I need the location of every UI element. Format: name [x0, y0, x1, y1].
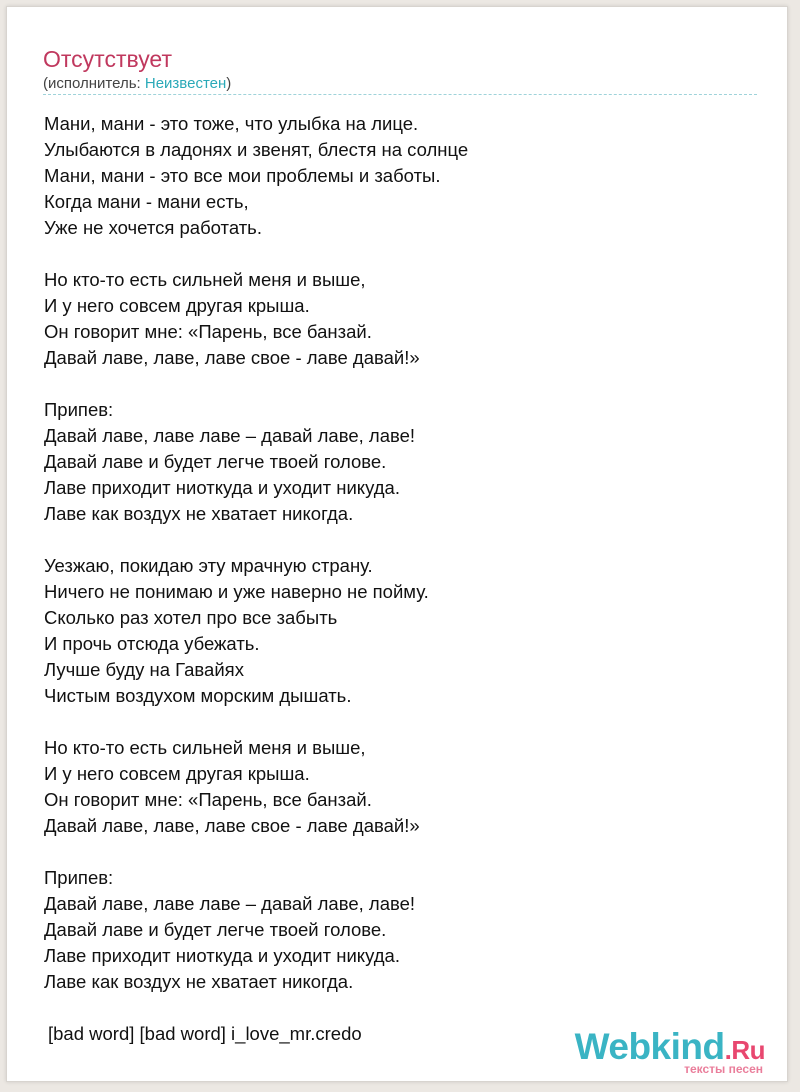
lyric-line: Давай лаве и будет легче твоей голове. [44, 919, 387, 940]
lyric-line: Давай лаве, лаве лаве – давай лаве, лаве! [44, 425, 416, 446]
lyric-line: И прочь отсюда убежать. [44, 633, 260, 654]
stanza-break [44, 371, 744, 397]
lyric-line: Давай лаве, лаве, лаве свое - лаве давай!» [44, 347, 420, 368]
lyric-line: Уезжаю, покидаю эту мрачную страну. [44, 555, 373, 576]
lyric-line: Припев: [44, 399, 114, 420]
logo-subtitle: тексты песен [684, 1062, 763, 1076]
performer-line [43, 74, 231, 94]
song-title: Отсутствует [43, 46, 172, 72]
lyric-line: И у него совсем другая крыша. [44, 295, 310, 316]
lyric-line: Но кто-то есть сильней меня и выше, [44, 737, 366, 758]
lyric-line: Лаве как воздух не хватает никогда. [44, 971, 354, 992]
lyric-line: И у него совсем другая крыша. [44, 763, 310, 784]
lyric-line: Он говорит мне: «Парень, все банзай. [44, 789, 372, 810]
title-divider [43, 94, 757, 95]
performer-suffix: ) [226, 75, 232, 92]
credits-text: [bad word] [bad word] i_love_mr.credo [48, 1023, 362, 1044]
lyrics-page [6, 6, 788, 1082]
lyric-line: Но кто-то есть сильней меня и выше, [44, 269, 366, 290]
lyric-line: Ничего не понимаю и уже наверно не пойму. [44, 581, 429, 602]
lyric-line: Давай лаве и будет легче твоей голове. [44, 451, 387, 472]
lyric-line: Лаве как воздух не хватает никогда. [44, 503, 354, 524]
performer-link[interactable]: Неизвестен [144, 75, 227, 92]
lyric-line: Он говорит мне: «Парень, все банзай. [44, 321, 372, 342]
lyric-line: Мани, мани - это все мои проблемы и заботы. [44, 165, 441, 186]
lyrics-text [44, 111, 744, 995]
lyric-line: Сколько раз хотел про все забыть [44, 607, 338, 628]
lyric-line: Давай лаве, лаве лаве – давай лаве, лаве! [44, 893, 416, 914]
lyric-line: Припев: [44, 867, 114, 888]
lyric-line: Уже не хочется работать. [44, 217, 262, 238]
stanza-break [44, 527, 744, 553]
lyric-line: Давай лаве, лаве, лаве свое - лаве давай!» [44, 815, 420, 836]
lyric-line: Когда мани - мани есть, [44, 191, 249, 212]
lyric-line: Мани, мани - это тоже, что улыбка на лице. [44, 113, 419, 134]
logo-name: Webkind [574, 1026, 725, 1067]
stanza-break [44, 241, 744, 267]
performer-prefix: (исполнитель: [43, 75, 145, 92]
logo-tld: .Ru [724, 1035, 765, 1065]
lyric-line: Лаве приходит ниоткуда и уходит никуда. [44, 477, 400, 498]
stanza-break [44, 839, 744, 865]
lyric-line: Чистым воздухом морским дышать. [44, 685, 352, 706]
lyric-line: Лучше буду на Гавайях [44, 659, 244, 680]
lyric-line: Улыбаются в ладонях и звенят, блестя на солнце [44, 139, 469, 160]
stanza-break [44, 709, 744, 735]
site-logo[interactable] [574, 1026, 765, 1076]
lyric-line: Лаве приходит ниоткуда и уходит никуда. [44, 945, 400, 966]
